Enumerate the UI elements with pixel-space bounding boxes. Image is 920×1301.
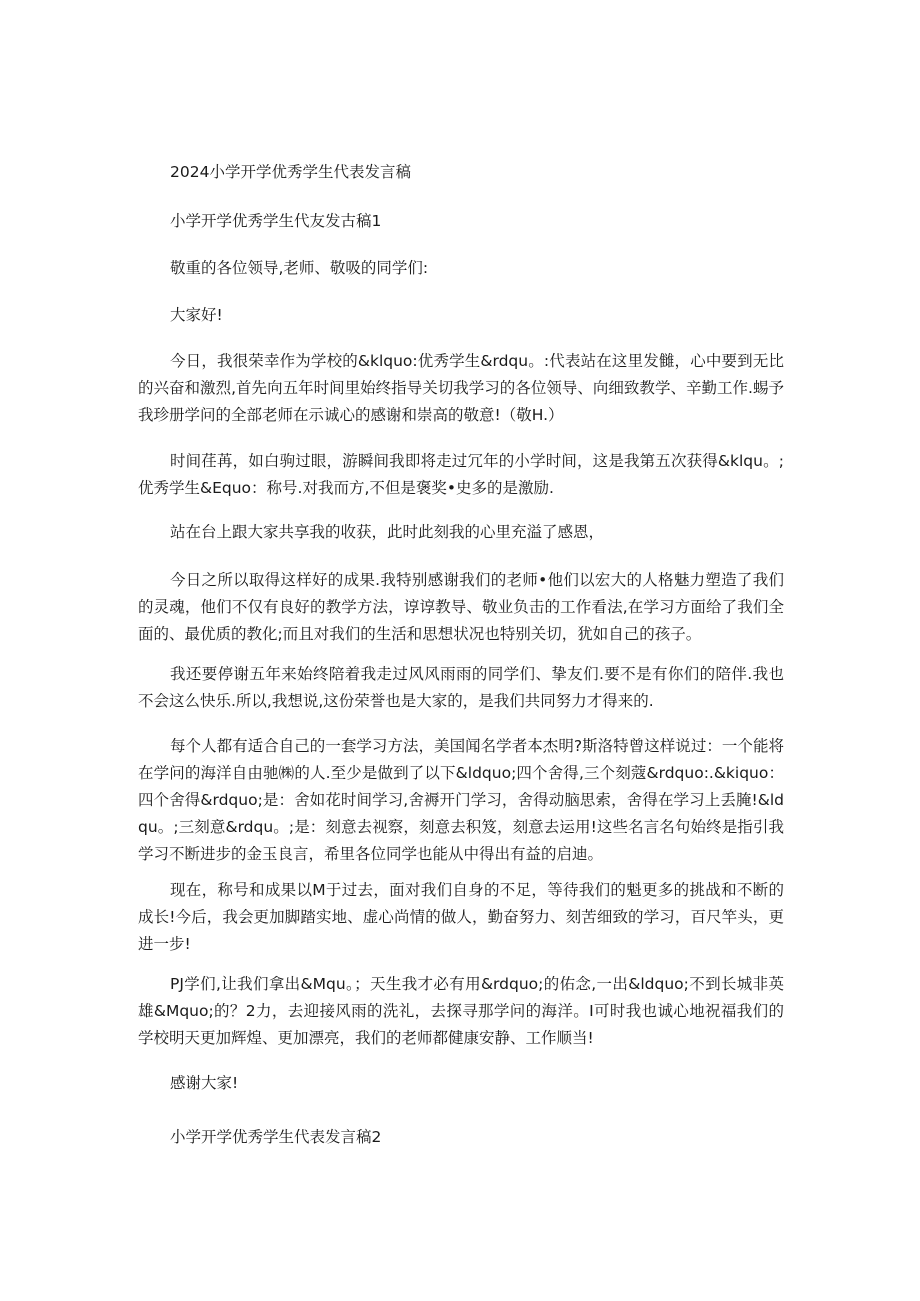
- greeting: 大家好!: [170, 306, 223, 324]
- paragraph-future: 现在，称号和成果以M于过去，面对我们自身的不足，等待我们的魁更多的挑战和不断的成长!今后，我会更加脚踏实地、虚心尚情的做人，勤奋努力、刻苦细致的学习，百尺竿头，更进一步!: [138, 881, 784, 953]
- salutation: 敬重的各位领导,老师、敬吸的同学们:: [170, 259, 429, 277]
- paragraph-encouragement: PJ学们,让我们拿出&Mqu。；天生我才必有用&rdquo;的佑念,一出&ldquo;不到长城非英雄&Mquo;的？2力，去迎接风雨的洗礼，去探寻那学问的海洋。I可时我也诚心地祝福我们的学校明天更加辉煌、更加漂亮，我们的老师都健康安静、工作顺当!: [138, 975, 784, 1047]
- document-title: 2024小学开学优秀学生代表发言稿: [170, 163, 411, 181]
- paragraph-study-method: 每个人都有适合自己的一套学习方法，美国闻名学者本杰明?斯洛特曾这样说过：一个能将在学问的海洋自由驰㈱的人.至少是做到了以下&ldquo;四个舍得,三个刻蔻&rdquo:.&kiquo：四个舍得&rdquo;是：舍如花时间学习,舍褥开门学习，舍得动脑思索，舍得在学习上丢腌!&ldqu。;三刻意&rdqu。;是：刻意去视察，刻意去积笈，刻意去运用!这些名言名句始终是指引我学习不断进步的金玉良言，希里各位同学也能从中得出有益的启迪。: [138, 737, 784, 863]
- paragraph-honor: 今日，我很荣幸作为学校的&klquo:优秀学生&rdqu。:代表站在这里发雠，心中要到无比的兴奋和激烈,首先向五年时间里始终指导关切我学习的各位领导、向细致教学、辛勤工作.蜴予我珍册学问的全部老师在示诚心的感谢和崇高的敬意!（敬H.）: [138, 352, 784, 424]
- paragraph-gratitude: 站在台上跟大家共享我的收获，此时此刻我的心里充溢了感恩，: [170, 523, 605, 541]
- paragraph-classmates: 我还要停谢五年来始终陪着我走过风风雨雨的同学们、挚友们.要不是有你们的陪伴.我也不会这么快乐.所以,我想说,这份荣誉也是大家的，是我们共同努力才得来的.: [138, 665, 784, 710]
- paragraph-teachers: 今日之所以取得这样好的成果.我特别感谢我们的老师•他们以宏大的人格魅力塑造了我们的灵魂，他们不仅有良好的教学方法，谆谆教导、敬业负击的工作看法,在学习方面给了我们全面的、最优质的教化;而且对我们的生活和思想状况也特别关切，犹如自己的孩子。: [138, 571, 784, 643]
- paragraph-time: 时间荏苒，如白驹过眼，游瞬间我即将走过冗年的小学时间，这是我第五次获得&klqu。;优秀学生&Equo：称号.对我而方,不但是褒奖•史多的是激励.: [138, 452, 784, 497]
- section-2-heading: 小学开学优秀学生代表发言稿2: [170, 1128, 382, 1146]
- section-1-heading: 小学开学优秀学生代友发古稿1: [170, 212, 382, 230]
- closing: 感谢大家!: [170, 1074, 239, 1092]
